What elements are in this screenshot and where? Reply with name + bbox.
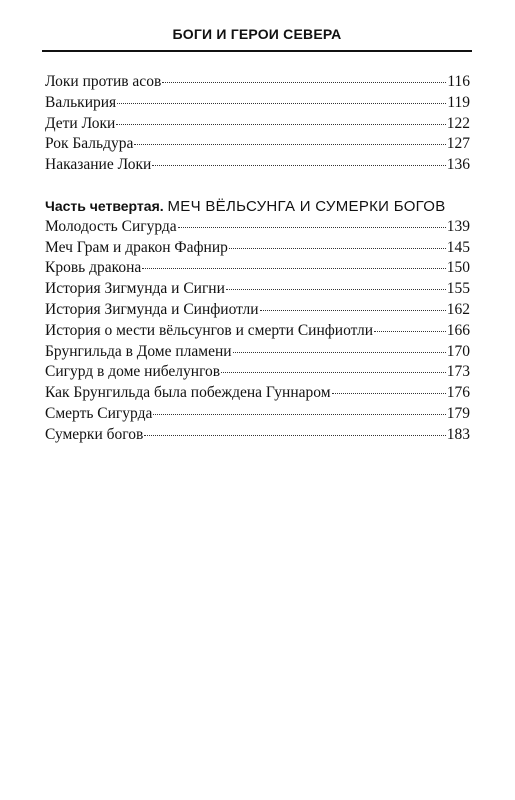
- dot-leader: [162, 82, 446, 83]
- part-label: Часть четвертая.: [45, 197, 164, 214]
- toc-entry-title: Дети Локи: [45, 114, 116, 132]
- toc-entry-page: 166: [446, 321, 470, 339]
- dot-leader: [332, 393, 446, 394]
- toc-entry-page: 173: [446, 363, 470, 381]
- toc-entry: [45, 383, 470, 404]
- toc-entry-title: История Зигмунда и Синфиотли: [45, 300, 259, 318]
- toc-entry-page: 136: [446, 156, 470, 174]
- toc-entry-page: 155: [446, 280, 470, 298]
- toc-entry-page: 150: [446, 259, 470, 277]
- toc-entry: [45, 217, 470, 238]
- toc-entry-page: 183: [446, 425, 470, 443]
- toc-entry-title: Валькирия: [45, 93, 117, 111]
- running-head: БОГИ И ГЕРОИ СЕВЕРА: [172, 26, 342, 42]
- toc-entry: [45, 114, 470, 135]
- toc-entry: [45, 155, 470, 176]
- dot-leader: [117, 103, 446, 104]
- toc-entry-title: Брунгильда в Доме пламени: [45, 342, 232, 360]
- part-heading: [45, 196, 470, 217]
- dot-leader: [142, 268, 445, 269]
- toc-entry: [45, 93, 470, 114]
- toc-entry-page: 139: [446, 217, 470, 235]
- dot-leader: [260, 310, 446, 311]
- toc-entry: [45, 134, 470, 155]
- dot-leader: [144, 435, 445, 436]
- toc-entry-page: 122: [446, 114, 470, 132]
- toc-entry-page: 176: [446, 384, 470, 402]
- toc-entry: [45, 279, 470, 300]
- toc-entry: [45, 342, 470, 363]
- toc-entry-title: Меч Грам и дракон Фафнир: [45, 238, 228, 256]
- dot-leader: [152, 165, 445, 166]
- table-of-contents: [45, 72, 470, 446]
- toc-entry: [45, 362, 470, 383]
- toc-entry-title: Наказание Локи: [45, 156, 152, 174]
- toc-entry-title: Локи против асов: [45, 73, 162, 90]
- dot-leader: [134, 144, 445, 145]
- toc-entry-title: Смерть Сигурда: [45, 404, 153, 422]
- toc-entry-page: 145: [446, 238, 470, 256]
- toc-entry: [45, 258, 470, 279]
- part-title: МЕЧ ВЁЛЬСУНГА И СУМЕРКИ БОГОВ: [167, 197, 446, 215]
- toc-entry-page: 170: [446, 342, 470, 360]
- toc-entry-page: 119: [447, 93, 470, 111]
- toc-entry-title: Как Брунгильда была побеждена Гуннаром: [45, 384, 331, 402]
- toc-entry-page: 116: [447, 73, 470, 90]
- toc-entry-title: История о мести вёльсунгов и смерти Синфиотли: [45, 321, 374, 339]
- toc-entry: [45, 300, 470, 321]
- toc-entry: [45, 321, 470, 342]
- dot-leader: [116, 124, 445, 125]
- dot-leader: [233, 352, 446, 353]
- dot-leader: [374, 331, 446, 332]
- toc-entry-page: 127: [446, 135, 470, 153]
- dot-leader: [153, 414, 445, 415]
- toc-entry: [45, 404, 470, 425]
- toc-entry-title: Сумерки богов: [45, 425, 144, 443]
- header-rule: [42, 50, 472, 52]
- dot-leader: [178, 227, 446, 228]
- toc-entry-title: Сигурд в доме нибелунгов: [45, 363, 221, 381]
- toc-entry-page: 179: [446, 404, 470, 422]
- toc-entry: [45, 72, 470, 93]
- dot-leader: [221, 372, 446, 373]
- toc-entry-title: Рок Бальдура: [45, 135, 134, 153]
- dot-leader: [229, 248, 446, 249]
- toc-entry-page: 162: [446, 300, 470, 318]
- toc-entry-title: Молодость Сигурда: [45, 217, 177, 235]
- toc-entry-title: История Зигмунда и Сигни: [45, 280, 225, 298]
- toc-entry-title: Кровь дракона: [45, 259, 142, 277]
- toc-entry: [45, 425, 470, 446]
- dot-leader: [226, 289, 446, 290]
- toc-entry: [45, 238, 470, 259]
